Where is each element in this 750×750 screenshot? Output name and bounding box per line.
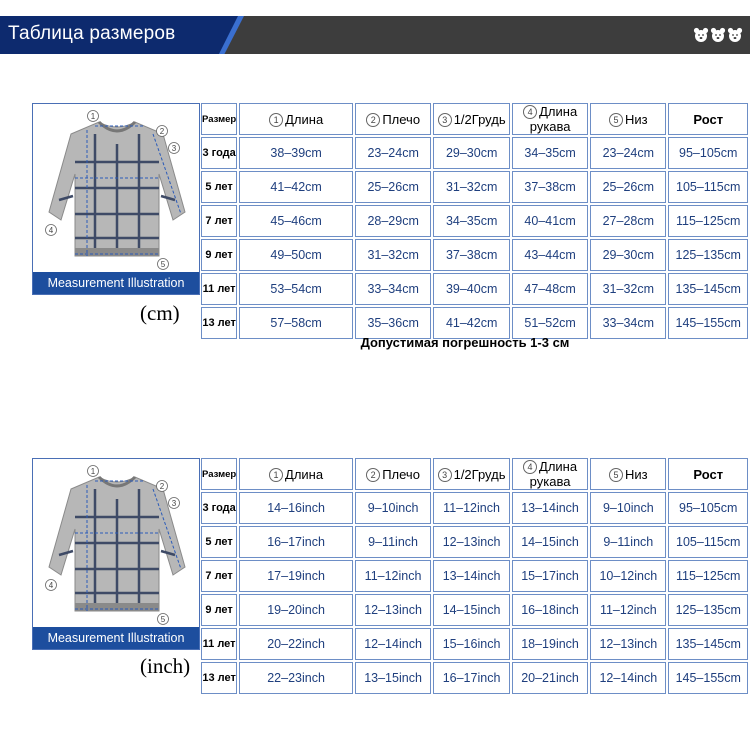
svg-text:3: 3 <box>171 144 177 153</box>
row-size-label: 13 лет <box>201 662 237 694</box>
cell-shoulder: 9–11inch <box>355 526 431 558</box>
col-sleeve: 4 Длина рукава <box>512 458 588 490</box>
col-sleeve: 4 Длина рукава <box>512 103 588 135</box>
col-size: Размер <box>201 103 237 135</box>
cell-shoulder: 28–29cm <box>355 205 431 237</box>
cell-height: 115–125cm <box>668 560 748 592</box>
cell-half-chest: 37–38cm <box>433 239 510 271</box>
marker-1-icon: 1 <box>269 468 283 482</box>
cell-height: 105–115cm <box>668 171 748 203</box>
cell-sleeve: 51–52cm <box>512 307 588 339</box>
row-size-label: 7 лет <box>201 560 237 592</box>
col-bottom: 5 Низ <box>590 103 666 135</box>
cell-half-chest: 29–30cm <box>433 137 510 169</box>
page-title: Таблица размеров <box>8 23 176 44</box>
marker-4-icon: 4 <box>523 460 537 474</box>
svg-text:2: 2 <box>159 127 165 136</box>
cell-length: 22–23inch <box>239 662 353 694</box>
cell-length: 49–50cm <box>239 239 353 271</box>
table-row <box>201 662 748 694</box>
table-header-row <box>201 103 748 135</box>
svg-text:5: 5 <box>160 260 166 269</box>
table-row <box>201 205 748 237</box>
cell-length: 14–16inch <box>239 492 353 524</box>
cell-bottom: 11–12inch <box>590 594 666 626</box>
cell-height: 145–155cm <box>668 307 748 339</box>
row-size-label: 11 лет <box>201 628 237 660</box>
cell-half-chest: 31–32cm <box>433 171 510 203</box>
table-row <box>201 492 748 524</box>
cell-sleeve: 47–48cm <box>512 273 588 305</box>
svg-text:5: 5 <box>160 615 166 624</box>
illustration-caption: Measurement Illustration <box>33 627 199 649</box>
cell-length: 53–54cm <box>239 273 353 305</box>
marker-5-icon: 5 <box>609 468 623 482</box>
cell-shoulder: 11–12inch <box>355 560 431 592</box>
cell-sleeve: 18–19inch <box>512 628 588 660</box>
cell-sleeve: 13–14inch <box>512 492 588 524</box>
illustration-caption: Measurement Illustration <box>33 272 199 294</box>
row-size-label: 3 года <box>201 492 237 524</box>
size-section-cm <box>0 103 750 333</box>
cell-half-chest: 11–12inch <box>433 492 510 524</box>
cell-shoulder: 25–26cm <box>355 171 431 203</box>
sweater-icon <box>33 104 199 272</box>
cell-height: 145–155cm <box>668 662 748 694</box>
row-size-label: 11 лет <box>201 273 237 305</box>
svg-text:4: 4 <box>48 581 54 590</box>
size-section-inch <box>0 458 750 688</box>
marker-5-icon: 5 <box>609 113 623 127</box>
cell-height: 95–105cm <box>668 137 748 169</box>
cell-shoulder: 23–24cm <box>355 137 431 169</box>
table-row <box>201 137 748 169</box>
cell-sleeve: 40–41cm <box>512 205 588 237</box>
cell-bottom: 33–34cm <box>590 307 666 339</box>
cell-length: 19–20inch <box>239 594 353 626</box>
col-shoulder: 2 Плечо <box>355 103 431 135</box>
table-row <box>201 628 748 660</box>
cell-shoulder: 31–32cm <box>355 239 431 271</box>
bear-faces-icon <box>692 24 744 46</box>
cell-half-chest: 16–17inch <box>433 662 510 694</box>
cell-length: 41–42cm <box>239 171 353 203</box>
cell-length: 16–17inch <box>239 526 353 558</box>
cell-half-chest: 14–15inch <box>433 594 510 626</box>
svg-text:2: 2 <box>159 482 165 491</box>
cell-length: 57–58cm <box>239 307 353 339</box>
unit-label: (cm) <box>140 301 180 325</box>
cell-sleeve: 43–44cm <box>512 239 588 271</box>
cell-length: 17–19inch <box>239 560 353 592</box>
cell-height: 125–135cm <box>668 239 748 271</box>
col-length: 1 Длина <box>239 103 353 135</box>
size-table <box>199 101 750 341</box>
table-row <box>201 171 748 203</box>
row-size-label: 9 лет <box>201 239 237 271</box>
cell-sleeve: 20–21inch <box>512 662 588 694</box>
row-size-label: 9 лет <box>201 594 237 626</box>
row-size-label: 7 лет <box>201 205 237 237</box>
svg-text:1: 1 <box>90 112 96 121</box>
cell-height: 135–145cm <box>668 273 748 305</box>
measurement-illustration <box>32 103 200 295</box>
cell-height: 115–125cm <box>668 205 748 237</box>
cell-half-chest: 15–16inch <box>433 628 510 660</box>
sweater-icon <box>33 459 199 627</box>
row-size-label: 3 года <box>201 137 237 169</box>
table-row <box>201 560 748 592</box>
svg-text:1: 1 <box>90 467 96 476</box>
cell-bottom: 25–26cm <box>590 171 666 203</box>
cell-sleeve: 14–15inch <box>512 526 588 558</box>
cell-length: 20–22inch <box>239 628 353 660</box>
unit-label: (inch) <box>140 654 191 678</box>
col-height: Рост <box>668 458 748 490</box>
cell-shoulder: 12–13inch <box>355 594 431 626</box>
cell-half-chest: 13–14inch <box>433 560 510 592</box>
table-row <box>201 526 748 558</box>
cell-half-chest: 34–35cm <box>433 205 510 237</box>
size-table <box>199 456 750 696</box>
table-row <box>201 273 748 305</box>
cell-sleeve: 37–38cm <box>512 171 588 203</box>
marker-4-icon: 4 <box>523 105 537 119</box>
cell-bottom: 23–24cm <box>590 137 666 169</box>
col-bottom: 5 Низ <box>590 458 666 490</box>
cell-bottom: 12–14inch <box>590 662 666 694</box>
cell-sleeve: 16–18inch <box>512 594 588 626</box>
cell-bottom: 31–32cm <box>590 273 666 305</box>
col-shoulder: 2 Плечо <box>355 458 431 490</box>
cell-length: 38–39cm <box>239 137 353 169</box>
tolerance-note: Допустимая погрешность 1-3 см <box>360 335 570 350</box>
cell-height: 105–115cm <box>668 526 748 558</box>
cell-half-chest: 41–42cm <box>433 307 510 339</box>
cell-shoulder: 12–14inch <box>355 628 431 660</box>
cell-shoulder: 35–36cm <box>355 307 431 339</box>
measurement-illustration <box>32 458 200 650</box>
marker-2-icon: 2 <box>366 113 380 127</box>
marker-1-icon: 1 <box>269 113 283 127</box>
cell-shoulder: 9–10inch <box>355 492 431 524</box>
col-length: 1 Длина <box>239 458 353 490</box>
cell-sleeve: 34–35cm <box>512 137 588 169</box>
cell-bottom: 27–28cm <box>590 205 666 237</box>
cell-sleeve: 15–17inch <box>512 560 588 592</box>
header-bar <box>0 16 750 54</box>
cell-height: 95–105cm <box>668 492 748 524</box>
row-size-label: 13 лет <box>201 307 237 339</box>
cell-bottom: 10–12inch <box>590 560 666 592</box>
col-half-chest: 3 1/2Грудь <box>433 103 510 135</box>
table-header-row <box>201 458 748 490</box>
table-row <box>201 239 748 271</box>
marker-3-icon: 3 <box>438 113 452 127</box>
cell-shoulder: 33–34cm <box>355 273 431 305</box>
svg-text:3: 3 <box>171 499 177 508</box>
marker-3-icon: 3 <box>438 468 452 482</box>
col-size: Размер <box>201 458 237 490</box>
table-row <box>201 594 748 626</box>
col-height: Рост <box>668 103 748 135</box>
cell-bottom: 9–11inch <box>590 526 666 558</box>
row-size-label: 5 лет <box>201 526 237 558</box>
cell-half-chest: 12–13inch <box>433 526 510 558</box>
svg-text:4: 4 <box>48 226 54 235</box>
cell-bottom: 12–13inch <box>590 628 666 660</box>
cell-half-chest: 39–40cm <box>433 273 510 305</box>
cell-shoulder: 13–15inch <box>355 662 431 694</box>
cell-height: 135–145cm <box>668 628 748 660</box>
col-half-chest: 3 1/2Грудь <box>433 458 510 490</box>
cell-bottom: 9–10inch <box>590 492 666 524</box>
cell-length: 45–46cm <box>239 205 353 237</box>
marker-2-icon: 2 <box>366 468 380 482</box>
row-size-label: 5 лет <box>201 171 237 203</box>
cell-height: 125–135cm <box>668 594 748 626</box>
cell-bottom: 29–30cm <box>590 239 666 271</box>
